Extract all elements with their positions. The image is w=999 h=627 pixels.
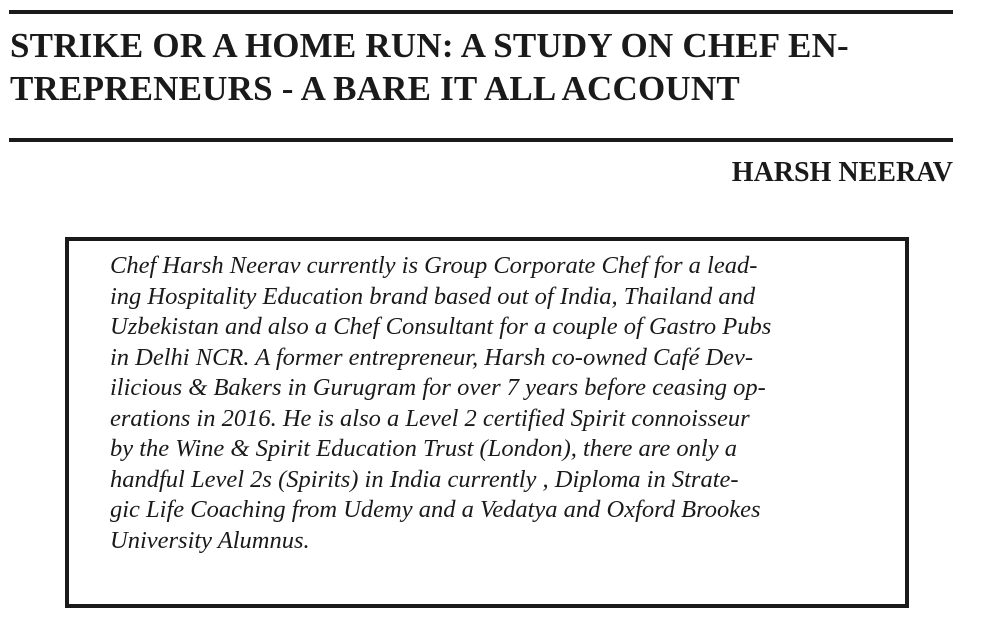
bio-line: ing Hospitality Education brand based out of India, Thailand and — [110, 282, 756, 310]
top-rule — [9, 10, 953, 14]
bio-line: ilicious & Bakers in Gurugram for over 7 years before ceasing op- — [110, 374, 766, 401]
title-line: TREPRENEURS - A BARE IT ALL ACCOUNT — [10, 69, 740, 108]
author-name: HARSH NEERAV — [731, 157, 953, 188]
article-title — [10, 24, 960, 110]
bio-line: Chef Harsh Neerav currently is Group Corporate Chef for a lead- — [110, 252, 758, 279]
author-bio-box — [65, 237, 909, 608]
bio-line: erations in 2016. He is also a Level 2 certified Spirit connoisseur — [110, 404, 750, 432]
bio-line: handful Level 2s (Spirits) in India currently , Diploma in Strate- — [110, 465, 739, 493]
bottom-rule — [9, 138, 953, 142]
bio-line: gic Life Coaching from Udemy and a Vedatya and Oxford Brookes — [110, 496, 761, 523]
title-line: STRIKE OR A HOME RUN: A STUDY ON CHEF EN- — [10, 26, 849, 65]
bio-line: Uzbekistan and also a Chef Consultant for a couple of Gastro Pubs — [110, 313, 772, 340]
bio-line: University Alumnus. — [110, 526, 310, 554]
author-bio-text — [110, 251, 771, 556]
bio-line: in Delhi NCR. A former entrepreneur, Harsh co-owned Café Dev- — [110, 343, 754, 371]
bio-line: by the Wine & Spirit Education Trust (London), there are only a — [110, 435, 737, 462]
